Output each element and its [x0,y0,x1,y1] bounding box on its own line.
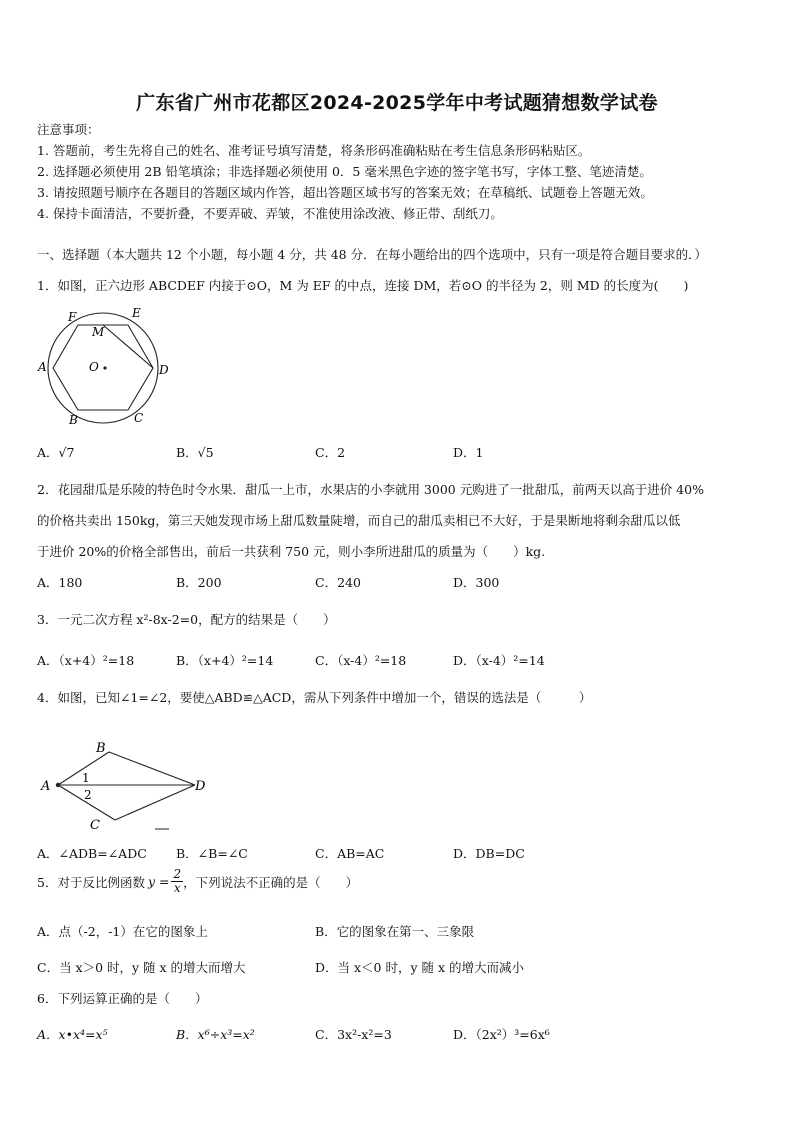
q1-option-c: C．2 [315,445,346,460]
q6-option-d: D．（2x²）³=6x⁶ [453,1027,550,1042]
q6-option-c: C．3x²-x²=3 [315,1027,392,1042]
q4-label-a: A [41,779,51,794]
q4-label-c: C [90,818,100,832]
q5-stem-pre: 5．对于反比例函数 [37,874,145,890]
q5-option-d: D．当 x＜0 时，y 随 x 的增大而减小 [315,960,525,975]
notice-item: 1. 答题前，考生先将自己的姓名、准考证号填写清楚，将条形码准确粘贴在考生信息条形码粘贴区。 [37,143,591,158]
q4-option-a: A．∠ADB=∠ADC [37,846,147,861]
q1-stem: 1．如图，正六边形 ABCDEF 内接于⊙O，M 为 EF 的中点，连接 DM，若⊙O 的半径为 2，则 MD 的长度为( ) [37,278,689,293]
q6-option-b: B．x⁶÷x³=x² [176,1027,255,1042]
q4-figure [38,736,218,832]
q3-option-d: D．（x-4）²=14 [453,653,545,668]
q5-stem-post: ，下列说法不正确的是（ ） [183,874,359,890]
q3-option-b: B．（x+4）²=14 [176,653,274,668]
q6-option-a: A．x•x⁴=x⁵ [37,1027,108,1042]
q2-option-d: D．300 [453,575,500,590]
q4-angle-2: 2 [84,788,92,802]
q3-option-c: C．（x-4）²=18 [315,653,407,668]
q1-option-d: D．1 [453,445,484,460]
q4-angle-1: 1 [82,771,90,785]
q1-option-a: A．√7 [37,445,75,460]
q5-option-c: C．当 x＞0 时，y 随 x 的增大而增大 [37,960,246,975]
q1-label-m: M [92,325,105,339]
q1-label-f: F [68,310,77,324]
q2-option-c: C．240 [315,575,361,590]
q1-label-d: D [159,363,169,377]
q4-stem: 4．如图，已知∠1=∠2，要使△ABD≌△ACD，需从下列条件中增加一个，错误的选法是（ ） [37,690,592,705]
q2-line: 于进价 20%的价格全部售出，前后一共获利 750 元，则小李所进甜瓜的质量为（ ）kg. [37,544,546,559]
q5-frac-numerator: 2 [173,867,182,881]
q5-func-y: y = [147,874,170,889]
q1-option-b: B．√5 [176,445,214,460]
q1-label-a: A [38,360,47,374]
q2-line: 的价格共卖出 150kg，第三天她发现市场上甜瓜数量陡增，而自己的甜瓜卖相已不大好，于是果断地将剩余甜瓜以低 [37,513,681,528]
q5-frac-denominator: x [173,881,181,895]
q1-label-e: E [132,306,141,320]
section-heading: 一、选择题（本大题共 12 个小题，每小题 4 分，共 48 分．在每小题给出的四个选项中，只有一项是符合题目要求的．） [37,247,707,262]
q4-label-d: D [195,779,206,794]
q4-label-b: B [96,741,106,756]
q5-fraction [171,868,183,895]
q3-option-a: A．（x+4）²=18 [37,653,135,668]
q3-stem: 3．一元二次方程 x²-8x-2=0，配方的结果是（ ） [37,612,336,627]
q4-option-c: C．AB=AC [315,846,385,861]
q2-option-a: A．180 [37,575,83,590]
page-title: 广东省广州市花都区2024-2025学年中考试题猜想数学试卷 [136,92,658,114]
q1-label-c: C [134,411,144,425]
q1-figure [36,302,176,430]
q1-label-b: B [69,413,78,427]
notice-item: 2. 选择题必须使用 2B 铅笔填涂；非选择题必须使用 0．5 毫米黑色字迹的签字笔书写，字体工整、笔迹清楚。 [37,164,652,179]
notice-item: 3. 请按照题号顺序在各题目的答题区域内作答，超出答题区域书写的答案无效；在草稿纸、试题卷上答题无效。 [37,185,653,200]
q2-line: 2．花园甜瓜是乐陵的特色时令水果．甜瓜一上市，水果店的小李就用 3000 元购进了一批甜瓜，前两天以高于进价 40% [37,482,704,497]
notice-heading: 注意事项： [37,122,100,137]
q4-option-b: B．∠B=∠C [176,846,248,861]
q5-option-a: A．点（-2，-1）在它的图象上 [37,924,208,939]
q6-stem: 6．下列运算正确的是（ ） [37,991,208,1006]
q4-option-d: D．DB=DC [453,846,525,861]
q5-option-b: B．它的图象在第一、三象限 [315,924,475,939]
q1-label-o: O [89,360,99,374]
q5-stem [37,868,358,895]
notice-item: 4. 保持卡面清洁，不要折叠，不要弄破、弄皱，不准使用涂改液、修正带、刮纸刀。 [37,206,503,221]
q2-option-b: B．200 [176,575,222,590]
